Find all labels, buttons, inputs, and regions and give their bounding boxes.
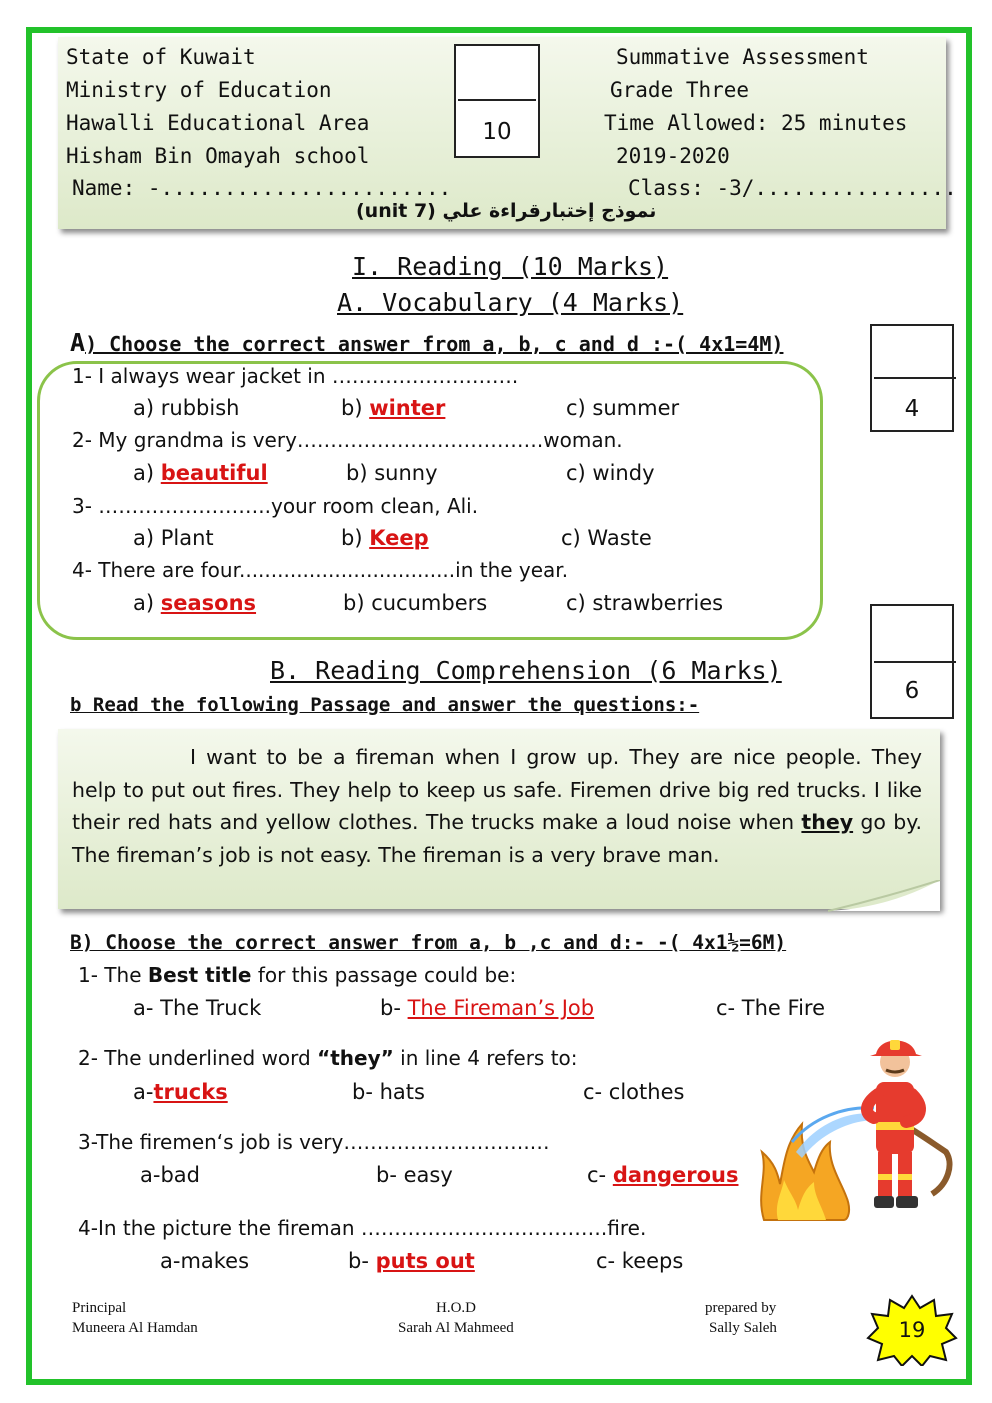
part-b-question-3: 3-The firemen‘s job is very……………………….… — [78, 1130, 550, 1154]
school-label: Hisham Bin Omayah school — [66, 144, 370, 168]
total-score-box — [454, 44, 540, 158]
comprehension-score: 6 — [904, 678, 920, 704]
part-b-q4-option-c[interactable]: c- keeps — [596, 1249, 684, 1273]
option-prefix: b) — [341, 396, 370, 420]
correct-answer: winter — [369, 396, 446, 420]
vocab-question-1: 1- I always wear jacket in ………………………. — [72, 364, 519, 388]
part-b-q4-option-b[interactable] — [348, 1249, 475, 1273]
assessment-label: Summative Assessment — [616, 45, 869, 69]
score-divider — [874, 377, 956, 379]
part-b-q3-option-c[interactable] — [587, 1163, 738, 1187]
part-b-q4-option-a[interactable]: a-makes — [160, 1249, 250, 1273]
option-prefix: a) — [133, 396, 161, 420]
class-field[interactable]: Class: -3/................ — [628, 176, 957, 200]
option-prefix: b- — [348, 1249, 376, 1273]
correct-answer: trucks — [153, 1080, 228, 1104]
score-divider — [458, 99, 536, 101]
question-text: for this passage could be: — [251, 963, 517, 987]
part-b-question-2 — [78, 1046, 578, 1070]
time-label: Time Allowed: 25 minutes — [604, 111, 908, 135]
question-text: 2- The underlined word — [78, 1046, 318, 1070]
option-prefix: a) — [133, 591, 161, 615]
vocab-q2-option-a[interactable] — [133, 461, 268, 485]
total-score: 10 — [482, 119, 512, 145]
passage-part-1: I want to be a fireman when I grow up. They are nice people. They help to put out fires. They help to keep us safe. Firemen drive big red trucks. I like their red hats and yellow clothes. The trucks make a loud noise when — [72, 745, 922, 834]
vocab-question-4: 4- There are four..................................in the year. — [72, 558, 569, 582]
principal-role: Principal — [72, 1300, 127, 1316]
principal-name: Muneera Al Hamdan — [72, 1320, 198, 1336]
vocab-q3-option-b[interactable] — [341, 526, 429, 550]
correct-answer: seasons — [160, 591, 257, 615]
prepared-role: prepared by — [705, 1300, 777, 1316]
question-text: 1- The — [78, 963, 148, 987]
part-b-q1-option-b[interactable] — [380, 996, 594, 1020]
part-b-q1-option-c[interactable]: c- The Fire — [716, 996, 826, 1020]
vocab-instruction-letter: A — [70, 328, 86, 357]
page-curl-icon — [828, 880, 942, 912]
part-b-q2-option-a[interactable] — [133, 1080, 228, 1104]
hod-name: Sarah Al Mahmeed — [398, 1320, 514, 1336]
hod-role: H.O.D — [436, 1300, 476, 1316]
vocab-question-3: 3- ……………………..your room clean, Ali. — [72, 494, 479, 518]
option-prefix: b) — [341, 526, 370, 550]
vocab-q4-option-b[interactable]: b) cucumbers — [343, 591, 488, 615]
vocab-question-2: 2- My grandma is very……………………………….woman. — [72, 428, 623, 452]
score-divider — [874, 661, 956, 663]
vocab-q2-option-c[interactable]: c) windy — [566, 461, 655, 485]
correct-answer: beautiful — [160, 461, 268, 485]
vocab-q4-option-a[interactable] — [133, 591, 256, 615]
vocab-q3-option-c[interactable]: c) Waste — [561, 526, 652, 550]
ministry-label: Ministry of Education — [66, 78, 332, 102]
vocab-q1-option-c[interactable]: c) summer — [566, 396, 680, 420]
area-label: Hawalli Educational Area — [66, 111, 370, 135]
part-b-q1-option-a[interactable]: a- The Truck — [133, 996, 262, 1020]
vocab-q4-option-c[interactable]: c) strawberries — [566, 591, 724, 615]
part-b-question-4: 4-In the picture the fireman ……………………………….fire. — [78, 1216, 647, 1240]
question-bold: “they” — [317, 1046, 394, 1070]
arabic-title-text: نموذج إختبارقراءة علي — [442, 200, 657, 222]
vocabulary-title: A. Vocabulary (4 Marks) — [337, 288, 684, 317]
prepared-name: Sally Saleh — [709, 1320, 777, 1336]
vocab-score: 4 — [904, 396, 920, 422]
correct-answer: puts out — [375, 1249, 475, 1273]
vocab-q1-option-a[interactable] — [133, 396, 239, 420]
option-prefix: b- — [380, 996, 408, 1020]
comprehension-instruction: b Read the following Passage and answer the questions:- — [70, 694, 700, 716]
correct-answer: Keep — [369, 526, 429, 550]
year-label: 2019-2020 — [616, 144, 730, 168]
fireman-illustration-icon — [756, 1024, 956, 1224]
passage-text — [72, 741, 922, 871]
question-text: in line 4 refers to: — [393, 1046, 578, 1070]
part-b-q3-option-b[interactable]: b- easy — [376, 1163, 453, 1187]
part-b-q2-option-b[interactable]: b- hats — [352, 1080, 425, 1104]
option-prefix: a) — [133, 461, 161, 485]
state-label: State of Kuwait — [66, 45, 256, 69]
part-b-question-1 — [78, 963, 516, 987]
vocab-instruction — [70, 328, 783, 357]
correct-answer: The Fireman’s Job — [407, 996, 595, 1020]
part-b-q2-option-c[interactable]: c- clothes — [583, 1080, 685, 1104]
passage-part-2: go by. The fireman’s job is not easy. The fireman is a very brave man. — [72, 810, 923, 867]
reading-title: I. Reading (10 Marks) — [352, 252, 669, 281]
student-name-field[interactable]: Name: -....................... — [72, 176, 452, 200]
page-number: 19 — [898, 1318, 926, 1342]
fire-icon — [761, 1124, 849, 1220]
comprehension-title: B. Reading Comprehension (6 Marks) — [270, 656, 782, 685]
vocab-instruction-text: ) Choose the correct answer from a, b, c and d :-( 4x1=4M) — [85, 332, 784, 356]
comprehension-score-box — [870, 604, 954, 719]
arabic-title — [356, 200, 656, 222]
passage-underlined-word: they — [801, 810, 854, 834]
question-bold: Best title — [147, 963, 252, 987]
part-b-instruction: B) Choose the correct answer from a, b ,c and d:- -( 4x1½=6M) — [70, 931, 787, 954]
option-word: rubbish — [160, 396, 240, 420]
vocab-q1-option-b[interactable] — [341, 396, 445, 420]
grade-label: Grade Three — [610, 78, 750, 102]
correct-answer: dangerous — [612, 1163, 739, 1187]
vocab-q2-option-b[interactable]: b) sunny — [346, 461, 438, 485]
vocab-score-box — [870, 324, 954, 432]
option-prefix: c- — [587, 1163, 613, 1187]
option-prefix: a- — [133, 1080, 154, 1104]
part-b-q3-option-a[interactable]: a-bad — [140, 1163, 200, 1187]
vocab-q3-option-a[interactable]: a) Plant — [133, 526, 214, 550]
unit-label: (unit 7) — [356, 200, 436, 222]
